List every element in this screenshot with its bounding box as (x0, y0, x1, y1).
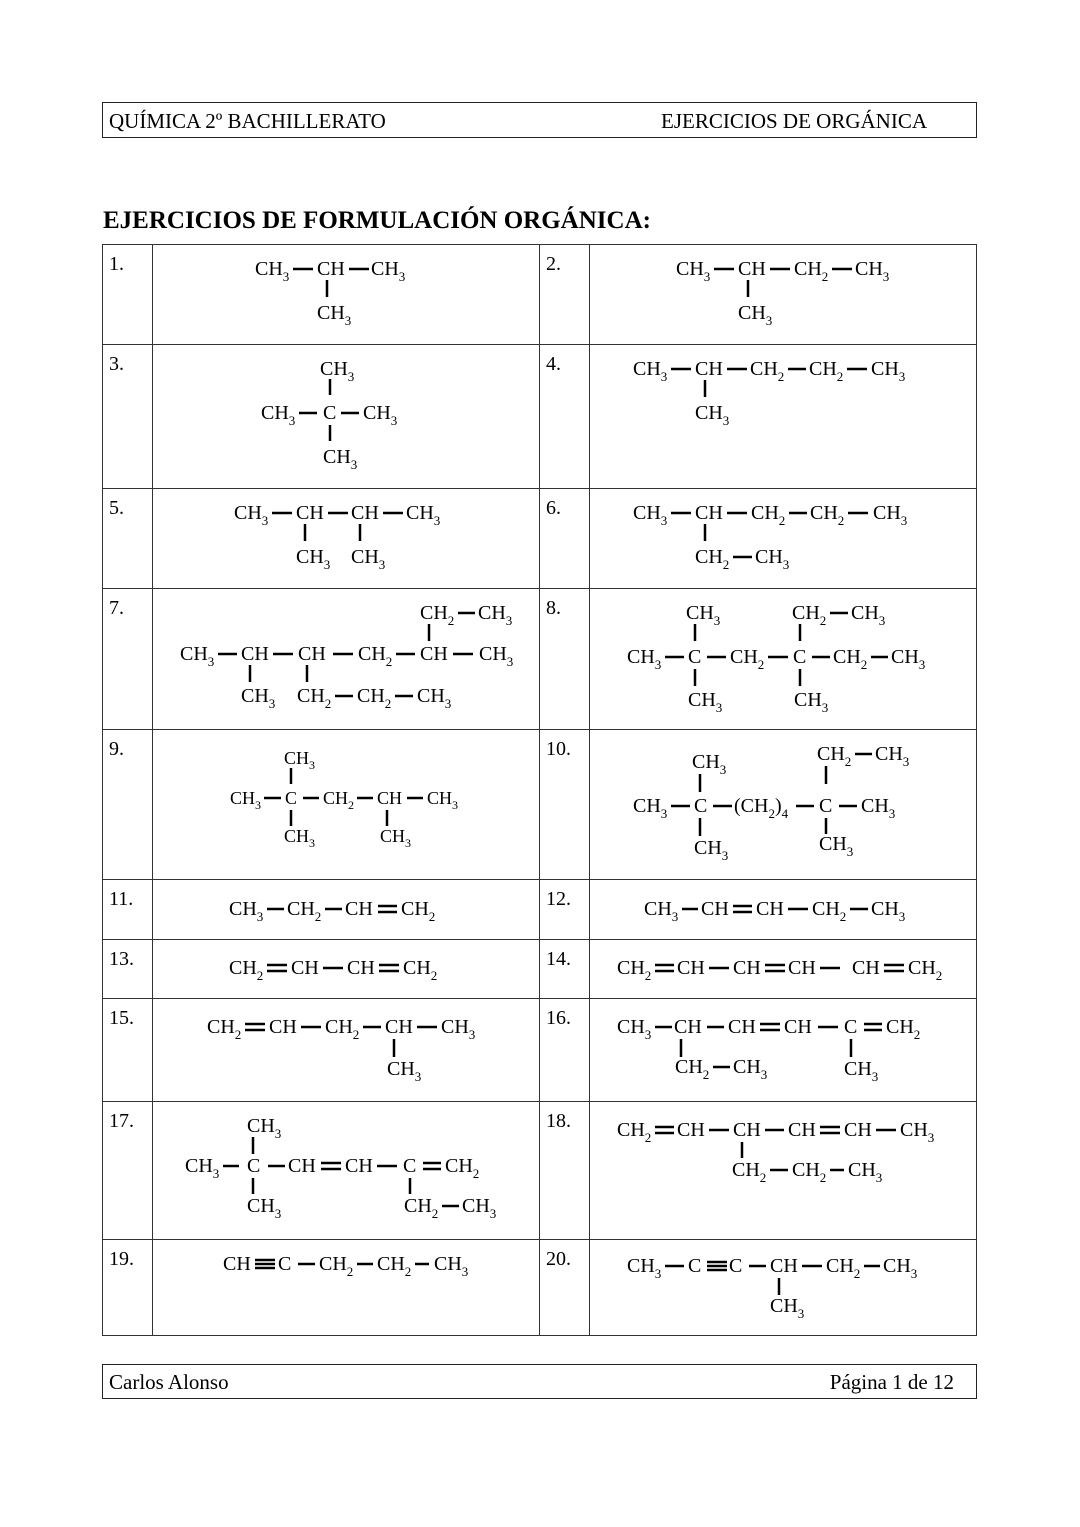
svg-text:CH3: $CH_3$ (363, 402, 398, 428)
exercise-number: 3. (103, 345, 153, 489)
svg-text:C: C (403, 1155, 417, 1177)
svg-text:C: C (694, 795, 708, 817)
formula-19 (153, 1240, 540, 1336)
table-row (103, 1102, 977, 1240)
svg-text:CH2: $CH_2$ (325, 1016, 360, 1042)
formula-8 (590, 589, 977, 730)
formula-11 (153, 880, 540, 940)
svg-text:CH3: $CH_3$ (871, 358, 906, 384)
svg-text:CH: CH (420, 643, 448, 665)
svg-text:CH2: $CH_2$ (617, 957, 652, 983)
svg-text:CH2: $CH_2$ (617, 1119, 652, 1145)
formula-1 (153, 245, 540, 345)
svg-text:CH3: $CH_3$ (861, 795, 896, 821)
table-row (103, 489, 977, 589)
formula-9 (153, 730, 540, 880)
svg-text:CH3: $CH_3$ (733, 1056, 768, 1082)
exercise-number: 9. (103, 730, 153, 880)
svg-text:CH3: $CH_3$ (371, 258, 406, 284)
svg-text:CH: CH (695, 358, 723, 380)
svg-text:CH3: $CH_3$ (478, 602, 513, 628)
svg-text:CH2: $CH_2$ (817, 743, 852, 769)
svg-text:CH3: $CH_3$ (323, 446, 358, 472)
svg-text:CH3: $CH_3$ (855, 258, 890, 284)
formula-14 (590, 940, 977, 999)
svg-text:CH3: $CH_3$ (229, 898, 264, 924)
svg-text:CH: CH (241, 643, 269, 665)
svg-text:CH3: $CH_3$ (851, 602, 886, 628)
svg-text:CH: CH (756, 898, 784, 920)
svg-text:CH3: $CH_3$ (688, 689, 723, 715)
svg-text:C: C (323, 402, 337, 424)
svg-text:CH: CH (677, 1119, 705, 1141)
svg-text:CH2: $CH_2$ (377, 1253, 412, 1279)
svg-text:C: C (278, 1253, 292, 1275)
svg-text:CH2: $CH_2$ (207, 1016, 242, 1042)
svg-text:CH3: $CH_3$ (417, 685, 452, 711)
svg-text:CH: CH (345, 898, 373, 920)
svg-text:CH: CH (677, 957, 705, 979)
exercise-number: 6. (540, 489, 590, 589)
svg-text:CH3: $CH_3$ (883, 1255, 918, 1281)
formula-17 (153, 1102, 540, 1240)
svg-text:CH2: $CH_2$ (732, 1159, 767, 1185)
svg-text:CH2: $CH_2$ (445, 1155, 480, 1181)
svg-text:CH: CH (674, 1016, 702, 1038)
svg-text:CH: CH (223, 1253, 251, 1275)
table-row (103, 245, 977, 345)
svg-text:CH2: $CH_2$ (403, 957, 438, 983)
svg-text:CH3: $CH_3$ (644, 898, 679, 924)
svg-text:CH2: $CH_2$ (812, 898, 847, 924)
svg-text:CH3: $CH_3$ (234, 502, 269, 528)
formula-18 (590, 1102, 977, 1240)
svg-text:CH3: $CH_3$ (755, 546, 790, 572)
table-row (103, 880, 977, 940)
svg-text:CH3: $CH_3$ (247, 1195, 282, 1221)
svg-text:CH3: $CH_3$ (462, 1195, 497, 1221)
svg-text:CH3: $CH_3$ (247, 1115, 282, 1141)
formula-13 (153, 940, 540, 999)
svg-text:CH3: $CH_3$ (185, 1155, 220, 1181)
exercise-number: 5. (103, 489, 153, 589)
svg-text:CH3: $CH_3$ (694, 837, 729, 863)
svg-text:C: C (247, 1155, 261, 1177)
svg-text:CH2: $CH_2$ (833, 646, 868, 672)
svg-text:C: C (285, 788, 298, 808)
exercise-number: 2. (540, 245, 590, 345)
exercise-number: 13. (103, 940, 153, 999)
svg-text:CH2: $CH_2$ (675, 1056, 710, 1082)
svg-text:CH3: $CH_3$ (427, 788, 459, 812)
svg-text:CH: CH (385, 1016, 413, 1038)
svg-text:CH2: $CH_2$ (750, 358, 785, 384)
svg-text:CH3: $CH_3$ (695, 402, 730, 428)
table-row (103, 1240, 977, 1336)
exercise-number: 17. (103, 1102, 153, 1240)
svg-text:CH2: $CH_2$ (401, 898, 436, 924)
header-subject: QUÍMICA 2º BACHILLERATO (109, 109, 386, 133)
svg-text:CH3: $CH_3$ (479, 643, 514, 669)
exercise-number: 12. (540, 880, 590, 940)
svg-text:CH3: $CH_3$ (317, 302, 352, 328)
svg-text:CH2: $CH_2$ (323, 788, 355, 812)
exercise-number: 16. (540, 999, 590, 1102)
table-row (103, 345, 977, 489)
svg-text:CH: CH (345, 1155, 373, 1177)
svg-text:CH: CH (269, 1016, 297, 1038)
svg-text:CH3: $CH_3$ (819, 833, 854, 859)
svg-text:CH3: $CH_3$ (241, 685, 276, 711)
svg-text:CH: CH (351, 502, 379, 524)
svg-text:C: C (688, 646, 702, 668)
svg-text:CH3: $CH_3$ (387, 1058, 422, 1084)
svg-text:CH3: $CH_3$ (848, 1159, 883, 1185)
svg-text:CH2: $CH_2$ (794, 258, 829, 284)
svg-text:C: C (793, 646, 807, 668)
svg-text:C: C (688, 1255, 702, 1277)
svg-text:CH2: $CH_2$ (730, 646, 765, 672)
svg-text:CH: CH (377, 788, 403, 808)
exercise-number: 8. (540, 589, 590, 730)
page-title: EJERCICIOS DE FORMULACIÓN ORGÁNICA: (103, 207, 651, 234)
exercise-number: 7. (103, 589, 153, 730)
svg-text:CH: CH (784, 1016, 812, 1038)
svg-text:CH: CH (701, 898, 729, 920)
svg-text:CH2: $CH_2$ (358, 643, 393, 669)
svg-text:CH: CH (296, 502, 324, 524)
svg-text:CH3: $CH_3$ (351, 546, 386, 572)
svg-text:CH2: $CH_2$ (792, 1159, 827, 1185)
svg-text:CH: CH (852, 957, 880, 979)
exercise-number: 4. (540, 345, 590, 489)
svg-text:CH3: $CH_3$ (441, 1016, 476, 1042)
formula-10 (590, 730, 977, 880)
table-row (103, 999, 977, 1102)
svg-text:CH3: $CH_3$ (633, 358, 668, 384)
svg-text:CH: CH (733, 1119, 761, 1141)
svg-text:C: C (729, 1255, 743, 1277)
svg-text:CH3: $CH_3$ (633, 502, 668, 528)
svg-text:CH: CH (738, 258, 766, 280)
formula-3 (153, 345, 540, 489)
svg-text:CH: CH (788, 1119, 816, 1141)
formula-2 (590, 245, 977, 345)
svg-text:CH: CH (733, 957, 761, 979)
svg-text:CH2: $CH_2$ (908, 957, 943, 983)
svg-text:CH3: $CH_3$ (794, 689, 829, 715)
svg-text:CH3: $CH_3$ (676, 258, 711, 284)
svg-text:CH3: $CH_3$ (230, 788, 262, 812)
formula-12 (590, 880, 977, 940)
exercise-number: 19. (103, 1240, 153, 1336)
svg-text:CH: CH (347, 957, 375, 979)
svg-text:CH3: $CH_3$ (891, 646, 926, 672)
formula-6 (590, 489, 977, 589)
svg-text:CH: CH (291, 957, 319, 979)
svg-text:CH3: $CH_3$ (284, 748, 316, 772)
svg-text:CH3: $CH_3$ (627, 646, 662, 672)
svg-text:CH3: $CH_3$ (770, 1295, 805, 1321)
formula-20 (590, 1240, 977, 1336)
svg-text:CH3: $CH_3$ (844, 1058, 879, 1084)
svg-text:CH3: $CH_3$ (261, 402, 296, 428)
svg-text:CH2: $CH_2$ (792, 602, 827, 628)
svg-text:CH2: $CH_2$ (287, 898, 322, 924)
svg-text:(CH2)4: $(CH_2)_4$ (734, 795, 789, 821)
svg-text:CH3: $CH_3$ (284, 826, 316, 850)
svg-text:CH: CH (844, 1119, 872, 1141)
exercise-number: 10. (540, 730, 590, 880)
exercise-number: 18. (540, 1102, 590, 1240)
footer-page-number: Página 1 de 12 (829, 1370, 954, 1394)
table-row (103, 730, 977, 880)
svg-text:CH2: $CH_2$ (751, 502, 786, 528)
svg-text:CH2: $CH_2$ (404, 1195, 439, 1221)
svg-text:CH3: $CH_3$ (434, 1253, 469, 1279)
svg-text:CH2: $CH_2$ (357, 685, 392, 711)
exercise-number: 1. (103, 245, 153, 345)
svg-text:CH: CH (728, 1016, 756, 1038)
table-row (103, 589, 977, 730)
svg-text:CH3: $CH_3$ (873, 502, 908, 528)
exercise-table (102, 244, 977, 1336)
svg-text:CH2: $CH_2$ (826, 1255, 861, 1281)
formula-7 (153, 589, 540, 730)
svg-text:CH2: $CH_2$ (420, 602, 455, 628)
svg-text:CH: CH (770, 1255, 798, 1277)
svg-text:CH2: $CH_2$ (229, 957, 264, 983)
svg-text:CH3: $CH_3$ (871, 898, 906, 924)
svg-text:CH: CH (788, 957, 816, 979)
svg-text:CH3: $CH_3$ (296, 546, 331, 572)
svg-text:CH3: $CH_3$ (627, 1255, 662, 1281)
exercise-number: 20. (540, 1240, 590, 1336)
header-topic: EJERCICIOS DE ORGÁNICA (661, 109, 928, 133)
svg-text:CH3: $CH_3$ (875, 743, 910, 769)
exercise-number: 11. (103, 880, 153, 940)
formula-15 (153, 999, 540, 1102)
svg-text:C: C (844, 1016, 858, 1038)
svg-text:CH: CH (317, 258, 345, 280)
svg-text:CH3: $CH_3$ (255, 258, 290, 284)
svg-text:CH2: $CH_2$ (810, 502, 845, 528)
exercise-number: 15. (103, 999, 153, 1102)
svg-text:CH3: $CH_3$ (617, 1016, 652, 1042)
svg-text:CH3: $CH_3$ (180, 643, 215, 669)
footer-author: Carlos Alonso (109, 1370, 229, 1394)
svg-text:CH2: $CH_2$ (695, 546, 730, 572)
svg-text:CH3: $CH_3$ (738, 302, 773, 328)
svg-text:CH3: $CH_3$ (406, 502, 441, 528)
svg-text:CH2: $CH_2$ (319, 1253, 354, 1279)
formula-5 (153, 489, 540, 589)
svg-text:CH: CH (288, 1155, 316, 1177)
svg-text:CH3: $CH_3$ (686, 602, 721, 628)
svg-text:CH3: $CH_3$ (633, 795, 668, 821)
svg-text:CH: CH (695, 502, 723, 524)
svg-text:CH3: $CH_3$ (900, 1119, 935, 1145)
svg-text:CH3: $CH_3$ (692, 751, 727, 777)
exercise-number: 14. (540, 940, 590, 999)
formula-4 (590, 345, 977, 489)
svg-text:CH2: $CH_2$ (297, 685, 332, 711)
svg-text:CH2: $CH_2$ (809, 358, 844, 384)
svg-text:CH3: $CH_3$ (320, 358, 355, 384)
svg-text:C: C (819, 795, 833, 817)
formula-16 (590, 999, 977, 1102)
table-row (103, 940, 977, 999)
svg-text:CH: CH (298, 643, 326, 665)
svg-text:CH2: $CH_2$ (886, 1016, 921, 1042)
page-header (102, 102, 977, 138)
page-footer (102, 1364, 977, 1399)
svg-text:CH3: $CH_3$ (380, 826, 412, 850)
